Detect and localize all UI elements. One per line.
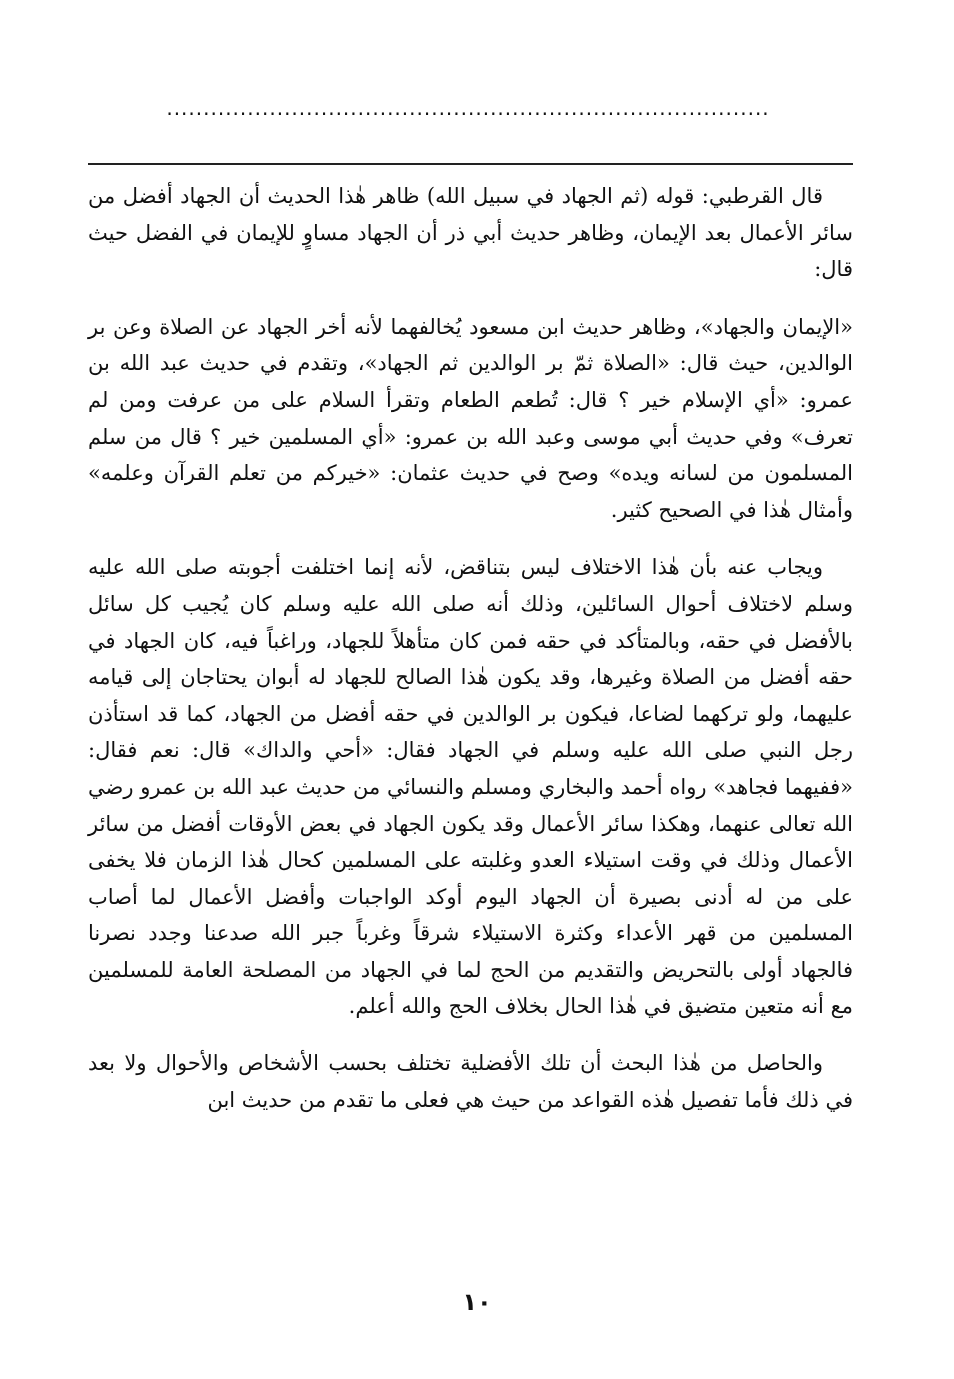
horizontal-rule: [88, 163, 853, 165]
page-number: ١٠: [462, 1288, 492, 1316]
paragraph-4: والحاصل من هٰذا البحث أن تلك الأفضلية تختلف بحسب الأشخاص والأحوال ولا بعد في ذلك فأما تفصيل هٰذه القواعد من حيث هي فعلى ما تقدم من حديث ابن: [88, 1051, 853, 1112]
paragraph-2: «الإيمان والجهاد»، وظاهر حديث ابن مسعود يُخالفهما لأنه أخر الجهاد عن الصلاة وعن بر الوالدين، حيث قال: «الصلاة ثمّ بر الوالدين ثم الجهاد»، وتقدم في حديث عبد الله بن عمرو: «أي الإسلام خير ؟ قال: تُطعم الطعام وتقرأ السلام على من عرفت ومن لم تعرف» وفي حديث أبي موسى وعبد الله بن عمرو: «أي المسلمين خير ؟ قال من سلم المسلمون من لسانه ويده» وصح في حديث عثمان: «خيركم من تعلم القرآن وعلمه» وأمثال هٰذا في الصحيح كثير.: [88, 314, 853, 522]
dotted-separator: ..................................................................................: [166, 96, 770, 120]
paragraph-1: قال القرطبي: قوله (ثم الجهاد في سبيل الله) ظاهر هٰذا الحديث أن الجهاد أفضل من سائر الأعمال بعد الإيمان، وظاهر حديث أبي ذر أن الجهاد مساوٍ للإيمان في الفضل حيث قال:: [88, 184, 853, 282]
paragraph-3: ويجاب عنه بأن هٰذا الاختلاف ليس بتناقض، لأنه إنما اختلفت أجوبته صلى الله عليه وسلم لاختلاف أحوال السائلين، وذلك أنه صلى الله عليه وسلم كان يُجيب كل سائل بالأفضل في حقه، وبالمتأكد في حقه فمن كان متأهلاً للجهاد، وراغباً فيه، كان الجهاد في حقه أفضل من الصلاة وغيرها، وقد يكون هٰذا الصالح للجهاد له أبوان يحتاجان إلى قيامه عليهما، ولو تركهما لضاعا، فيكون بر الوالدين في حقه أفضل من الجهاد، كما قد استأذن رجل النبي صلى الله عليه وسلم في الجهاد فقال: «أحي والداك» قال: نعم فقال: «ففيهما فجاهد» رواه أحمد والبخاري ومسلم والنسائي من حديث عبد الله بن عمرو رضي الله تعالى عنهما، وهكذا سائر الأعمال وقد يكون الجهاد في بعض الأوقات أفضل من سائر الأعمال وذلك في وقت استيلاء العدو وغلبته على المسلمين كحال هٰذا الزمان فلا يخفى على من له أدنى بصيرة أن الجهاد اليوم أوكد الواجبات وأفضل الأعمال لما أصاب المسلمين من قهر الأعداء وكثرة الاستيلاء شرقاً وغرباً جبر الله صدعنا وجدد نصرنا فالجهاد أولى بالتحريض والتقديم من الحج لما في الجهاد من المصلحة العامة للمسلمين مع أنه متعين متضيق في هٰذا الحال بخلاف الحج والله أعلم.: [88, 555, 853, 1019]
body-text: [88, 178, 853, 1118]
